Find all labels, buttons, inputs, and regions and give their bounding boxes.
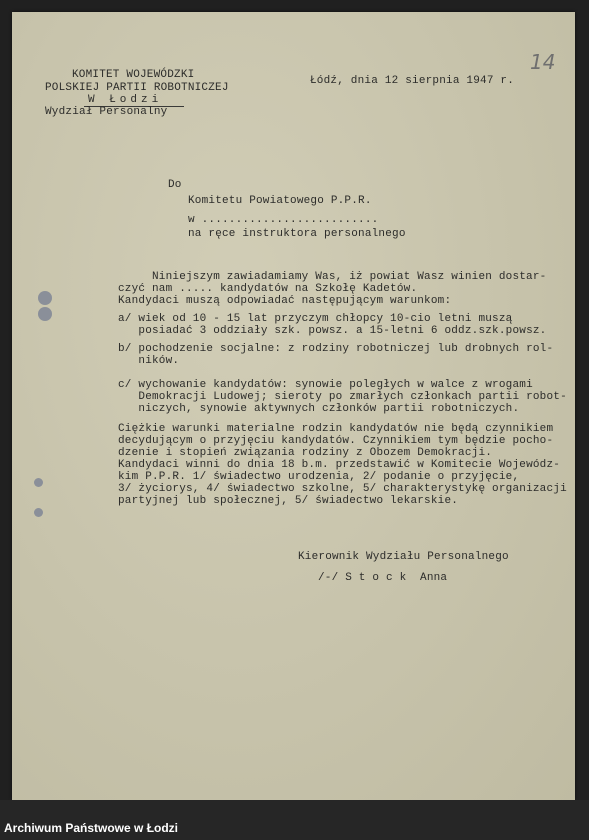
punch-hole-top [38,291,52,305]
intro-line: czyć nam ..... kandydatów na Szkołę Kadetów. [118,283,418,295]
condition-c-line: Demokracji Ludowej; sieroty po zmarłych członkach partii robot- [118,391,567,403]
closing-line: Ciężkie warunki materialne rodzin kandydatów nie będą czynnikiem [118,423,554,435]
address-line2: w .......................... [188,214,379,226]
closing-line: Kandydaci winni do dnia 18 b.m. przedstawić w Komitecie Wojewódz- [118,459,561,471]
address-line1: Komitetu Powiatowego P.P.R. [188,195,372,207]
closing-line: decydującym o przyjęciu kandydatów. Czynnikiem tym będzie pocho- [118,435,554,447]
document-date: Łódź, dnia 12 sierpnia 1947 r. [310,75,515,87]
closing-line: dzenie i stopień związania rodziny z Obozem Demokracji. [118,447,493,459]
punch-hole-bottom [34,478,43,487]
condition-b-line: b/ pochodzenie socjalne: z rodziny robotniczej lub drobnych rol- [118,343,554,355]
closing-line: partyjnej lub społecznej, 5/ świadectwo lekarskie. [118,495,459,507]
address-line3: na ręce instruktora personalnego [188,228,406,240]
org-name-line1: KOMITET WOJEWÓDZKI [72,69,195,81]
condition-b-line: ników. [118,355,180,367]
condition-c-line: c/ wychowanie kandydatów: synowie poległych w walce z wrogami [118,379,533,391]
address-to: Do [168,179,182,191]
signature-title: Kierownik Wydziału Personalnego [298,551,509,563]
department-name: Wydział Personalny [45,106,168,118]
org-name-line3: W Łodzi [88,94,163,106]
org-name-line2: POLSKIEJ PARTII ROBOTNICZEJ [45,82,229,94]
intro-line: Kandydaci muszą odpowiadać następującym warunkom: [118,295,452,307]
closing-line: kim P.P.R. 1/ świadectwo urodzenia, 2/ podanie o przyjęcie, [118,471,520,483]
archive-name: Archiwum Państwowe w Łodzi [4,821,179,835]
condition-a-line: posiadać 3 oddziały szk. powsz. a 15-letni 6 oddz.szk.powsz. [118,325,547,337]
punch-hole-bottom-lower [34,508,43,517]
closing-line: 3/ życiorys, 4/ świadectwo szkolne, 5/ charakterystykę organizacji [118,483,567,495]
condition-c-line: niczych, synowie aktywnych członków partii robotniczych. [118,403,520,415]
signature-name: /-/ S t o c k Anna [318,572,448,584]
page-number: 14 [530,50,556,74]
punch-hole-top-lower [38,307,52,321]
intro-line: Niniejszym zawiadamiamy Was, iż powiat Wasz winien dostar- [152,271,547,283]
condition-a-line: a/ wiek od 10 - 15 lat przyczym chłopcy 10-cio letni muszą [118,313,513,325]
